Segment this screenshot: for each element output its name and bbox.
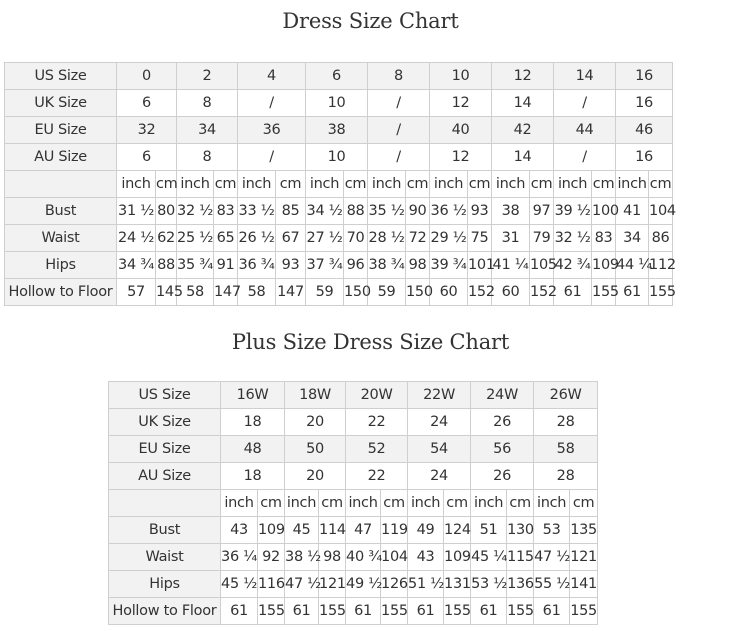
inch-value: 59 (368, 279, 406, 306)
unit-cm-header: cm (507, 490, 534, 517)
unit-cm-header: cm (530, 171, 554, 198)
measure-row-waist (5, 225, 673, 252)
measure-row-hips (5, 252, 673, 279)
size-value: 2 (177, 63, 238, 90)
size-value: / (238, 144, 306, 171)
cm-value: 152 (530, 279, 554, 306)
inch-value: 53 ½ (471, 571, 507, 598)
row-label: UK Size (109, 409, 221, 436)
unit-inch-header: inch (285, 490, 319, 517)
unit-inch-header: inch (238, 171, 276, 198)
unit-inch-header: inch (471, 490, 507, 517)
unit-cm-header: cm (468, 171, 492, 198)
row-label: Bust (109, 517, 221, 544)
unit-cm-header: cm (344, 171, 368, 198)
size-value: 16 (616, 90, 673, 117)
row-label: UK Size (5, 90, 117, 117)
cm-value: 155 (649, 279, 673, 306)
size-value: 12 (430, 90, 492, 117)
cm-value: 150 (406, 279, 430, 306)
cm-value: 121 (319, 571, 346, 598)
unit-inch-header: inch (616, 171, 649, 198)
inch-value: 34 ¾ (117, 252, 156, 279)
cm-value: 112 (649, 252, 673, 279)
inch-value: 41 (616, 198, 649, 225)
cm-value: 155 (592, 279, 616, 306)
cm-value: 114 (319, 517, 346, 544)
size-value: 16 (616, 63, 673, 90)
size-value: 42 (492, 117, 554, 144)
inch-value: 42 ¾ (554, 252, 592, 279)
row-label: Waist (109, 544, 221, 571)
inch-value: 41 ¼ (492, 252, 530, 279)
row-label: Hips (5, 252, 117, 279)
size-value: 14 (492, 144, 554, 171)
cm-value: 75 (468, 225, 492, 252)
size-value: 16 (616, 144, 673, 171)
size-value: 0 (117, 63, 177, 90)
size-value: 8 (177, 90, 238, 117)
size-value: 20 (285, 409, 346, 436)
cm-value: 83 (592, 225, 616, 252)
size-row-au-size (5, 144, 673, 171)
cm-value: 155 (444, 598, 471, 625)
cm-value: 105 (530, 252, 554, 279)
cm-value: 130 (507, 517, 534, 544)
unit-inch-header: inch (177, 171, 214, 198)
size-value: 54 (408, 436, 471, 463)
size-value: 44 (554, 117, 616, 144)
inch-value: 36 ¾ (238, 252, 276, 279)
unit-inch-header: inch (346, 490, 381, 517)
size-value: 56 (471, 436, 534, 463)
cm-value: 131 (444, 571, 471, 598)
size-value: 26 (471, 409, 534, 436)
inch-value: 32 ½ (554, 225, 592, 252)
cm-value: 83 (214, 198, 238, 225)
size-value: 34 (177, 117, 238, 144)
unit-inch-header: inch (117, 171, 156, 198)
unit-inch-header: inch (221, 490, 258, 517)
size-value: 10 (306, 90, 368, 117)
cm-value: 155 (381, 598, 408, 625)
size-value: 28 (534, 463, 598, 490)
size-value: 24 (408, 463, 471, 490)
size-value: 6 (117, 144, 177, 171)
unit-header-row (109, 490, 598, 517)
size-value: 8 (177, 144, 238, 171)
inch-value: 49 (408, 517, 444, 544)
size-row-au-size (109, 463, 598, 490)
inch-value: 61 (616, 279, 649, 306)
size-value: / (238, 90, 306, 117)
cm-value: 85 (276, 198, 306, 225)
inch-value: 27 ½ (306, 225, 344, 252)
unit-cm-header: cm (649, 171, 673, 198)
unit-cm-header: cm (214, 171, 238, 198)
size-value: 14 (492, 90, 554, 117)
row-label: AU Size (5, 144, 117, 171)
cm-value: 109 (444, 544, 471, 571)
cm-value: 135 (570, 517, 598, 544)
inch-value: 45 ¼ (471, 544, 507, 571)
unit-inch-header: inch (430, 171, 468, 198)
size-value: 24W (471, 382, 534, 409)
inch-value: 61 (346, 598, 381, 625)
unit-cm-header: cm (156, 171, 177, 198)
inch-value: 39 ½ (554, 198, 592, 225)
unit-header-row (5, 171, 673, 198)
cm-value: 121 (570, 544, 598, 571)
size-value: 48 (221, 436, 285, 463)
size-value: 16W (221, 382, 285, 409)
inch-value: 43 (221, 517, 258, 544)
cm-value: 147 (276, 279, 306, 306)
cm-value: 119 (381, 517, 408, 544)
cm-value: 155 (570, 598, 598, 625)
unit-cm-header: cm (592, 171, 616, 198)
unit-cm-header: cm (406, 171, 430, 198)
size-value: 6 (306, 63, 368, 90)
cm-value: 109 (592, 252, 616, 279)
unit-inch-header: inch (368, 171, 406, 198)
inch-value: 43 (408, 544, 444, 571)
measure-row-bust (109, 517, 598, 544)
size-value: 26 (471, 463, 534, 490)
size-value: 22W (408, 382, 471, 409)
size-row-us-size (109, 382, 598, 409)
inch-value: 36 ¼ (221, 544, 258, 571)
cm-value: 109 (258, 517, 285, 544)
dress-size-chart-title: Dress Size Chart (282, 9, 459, 33)
cm-value: 86 (649, 225, 673, 252)
size-value: 10 (306, 144, 368, 171)
cm-value: 124 (444, 517, 471, 544)
size-value: 52 (346, 436, 408, 463)
inch-value: 61 (221, 598, 258, 625)
cm-value: 72 (406, 225, 430, 252)
size-value: / (368, 90, 430, 117)
inch-value: 25 ½ (177, 225, 214, 252)
inch-value: 38 ¾ (368, 252, 406, 279)
row-label: EU Size (5, 117, 117, 144)
size-value: 20W (346, 382, 408, 409)
measure-row-hollow-to-floor (109, 598, 598, 625)
inch-value: 61 (471, 598, 507, 625)
row-label: Waist (5, 225, 117, 252)
cm-value: 93 (468, 198, 492, 225)
plus-size-table (108, 381, 598, 625)
cm-value: 93 (276, 252, 306, 279)
size-value: 40 (430, 117, 492, 144)
cm-value: 145 (156, 279, 177, 306)
cm-value: 62 (156, 225, 177, 252)
row-label: US Size (109, 382, 221, 409)
size-value: / (368, 117, 430, 144)
inch-value: 59 (306, 279, 344, 306)
inch-value: 61 (408, 598, 444, 625)
unit-inch-header: inch (408, 490, 444, 517)
unit-cm-header: cm (381, 490, 408, 517)
cm-value: 90 (406, 198, 430, 225)
cm-value: 92 (258, 544, 285, 571)
cm-value: 150 (344, 279, 368, 306)
unit-inch-header: inch (306, 171, 344, 198)
size-value: 10 (430, 63, 492, 90)
unit-cm-header: cm (570, 490, 598, 517)
measure-row-waist (109, 544, 598, 571)
size-value: 8 (368, 63, 430, 90)
inch-value: 24 ½ (117, 225, 156, 252)
inch-value: 51 ½ (408, 571, 444, 598)
size-value: 24 (408, 409, 471, 436)
size-value: 18 (221, 463, 285, 490)
size-row-eu-size (109, 436, 598, 463)
size-value: 28 (534, 409, 598, 436)
cm-value: 155 (319, 598, 346, 625)
inch-value: 61 (285, 598, 319, 625)
inch-value: 61 (534, 598, 570, 625)
inch-value: 47 ½ (285, 571, 319, 598)
cm-value: 100 (592, 198, 616, 225)
cm-value: 147 (214, 279, 238, 306)
cm-value: 79 (530, 225, 554, 252)
inch-value: 33 ½ (238, 198, 276, 225)
inch-value: 29 ½ (430, 225, 468, 252)
cm-value: 70 (344, 225, 368, 252)
plus-size-chart-title: Plus Size Dress Size Chart (231, 330, 510, 354)
cm-value: 88 (344, 198, 368, 225)
row-label: EU Size (109, 436, 221, 463)
cm-value: 98 (406, 252, 430, 279)
inch-value: 57 (117, 279, 156, 306)
size-value: 14 (554, 63, 616, 90)
size-row-eu-size (5, 117, 673, 144)
row-label: Bust (5, 198, 117, 225)
inch-value: 34 ½ (306, 198, 344, 225)
size-value: 12 (430, 144, 492, 171)
unit-inch-header: inch (534, 490, 570, 517)
size-value: 46 (616, 117, 673, 144)
inch-value: 32 ½ (177, 198, 214, 225)
cm-value: 67 (276, 225, 306, 252)
cm-value: 152 (468, 279, 492, 306)
cm-value: 97 (530, 198, 554, 225)
cm-value: 101 (468, 252, 492, 279)
inch-value: 28 ½ (368, 225, 406, 252)
row-label: Hollow to Floor (109, 598, 221, 625)
unit-cm-header: cm (258, 490, 285, 517)
inch-value: 58 (177, 279, 214, 306)
size-value: 50 (285, 436, 346, 463)
inch-value: 51 (471, 517, 507, 544)
size-value: 32 (117, 117, 177, 144)
inch-value: 37 ¾ (306, 252, 344, 279)
size-value: 38 (306, 117, 368, 144)
cm-value: 65 (214, 225, 238, 252)
size-value: 20 (285, 463, 346, 490)
row-label: US Size (5, 63, 117, 90)
cm-value: 96 (344, 252, 368, 279)
size-value: 26W (534, 382, 598, 409)
size-value: 36 (238, 117, 306, 144)
row-label: AU Size (109, 463, 221, 490)
measure-row-hollow-to-floor (5, 279, 673, 306)
inch-value: 61 (554, 279, 592, 306)
unit-cm-header: cm (276, 171, 306, 198)
unit-cm-header: cm (444, 490, 471, 517)
cm-value: 155 (258, 598, 285, 625)
inch-value: 31 (492, 225, 530, 252)
size-value: / (554, 144, 616, 171)
cm-value: 126 (381, 571, 408, 598)
inch-value: 38 ½ (285, 544, 319, 571)
inch-value: 60 (430, 279, 468, 306)
inch-value: 31 ½ (117, 198, 156, 225)
cm-value: 115 (507, 544, 534, 571)
inch-value: 35 ½ (368, 198, 406, 225)
unit-inch-header: inch (492, 171, 530, 198)
dress-size-table (4, 62, 676, 306)
size-value: 6 (117, 90, 177, 117)
inch-value: 38 (492, 198, 530, 225)
measure-row-hips (109, 571, 598, 598)
inch-value: 36 ½ (430, 198, 468, 225)
unit-inch-header: inch (554, 171, 592, 198)
size-value: 12 (492, 63, 554, 90)
inch-value: 39 ¾ (430, 252, 468, 279)
size-value: 4 (238, 63, 306, 90)
size-value: 18 (221, 409, 285, 436)
inch-value: 45 ½ (221, 571, 258, 598)
inch-value: 49 ½ (346, 571, 381, 598)
unit-cm-header: cm (319, 490, 346, 517)
inch-value: 45 (285, 517, 319, 544)
size-value: / (554, 90, 616, 117)
inch-value: 55 ½ (534, 571, 570, 598)
inch-value: 53 (534, 517, 570, 544)
inch-value: 26 ½ (238, 225, 276, 252)
row-label: Hollow to Floor (5, 279, 117, 306)
size-value: 22 (346, 409, 408, 436)
cm-value: 104 (649, 198, 673, 225)
cm-value: 116 (258, 571, 285, 598)
size-row-uk-size (109, 409, 598, 436)
cm-value: 91 (214, 252, 238, 279)
inch-value: 60 (492, 279, 530, 306)
inch-value: 47 (346, 517, 381, 544)
size-row-uk-size (5, 90, 673, 117)
cm-value: 136 (507, 571, 534, 598)
row-label (5, 171, 117, 198)
size-value: 58 (534, 436, 598, 463)
size-row-us-size (5, 63, 673, 90)
cm-value: 98 (319, 544, 346, 571)
cm-value: 141 (570, 571, 598, 598)
inch-value: 47 ½ (534, 544, 570, 571)
cm-value: 104 (381, 544, 408, 571)
cm-value: 80 (156, 198, 177, 225)
inch-value: 58 (238, 279, 276, 306)
cm-value: 88 (156, 252, 177, 279)
inch-value: 35 ¾ (177, 252, 214, 279)
inch-value: 44 ¼ (616, 252, 649, 279)
row-label (109, 490, 221, 517)
inch-value: 34 (616, 225, 649, 252)
cm-value: 155 (507, 598, 534, 625)
size-value: 18W (285, 382, 346, 409)
measure-row-bust (5, 198, 673, 225)
size-value: / (368, 144, 430, 171)
inch-value: 40 ¾ (346, 544, 381, 571)
row-label: Hips (109, 571, 221, 598)
size-value: 22 (346, 463, 408, 490)
